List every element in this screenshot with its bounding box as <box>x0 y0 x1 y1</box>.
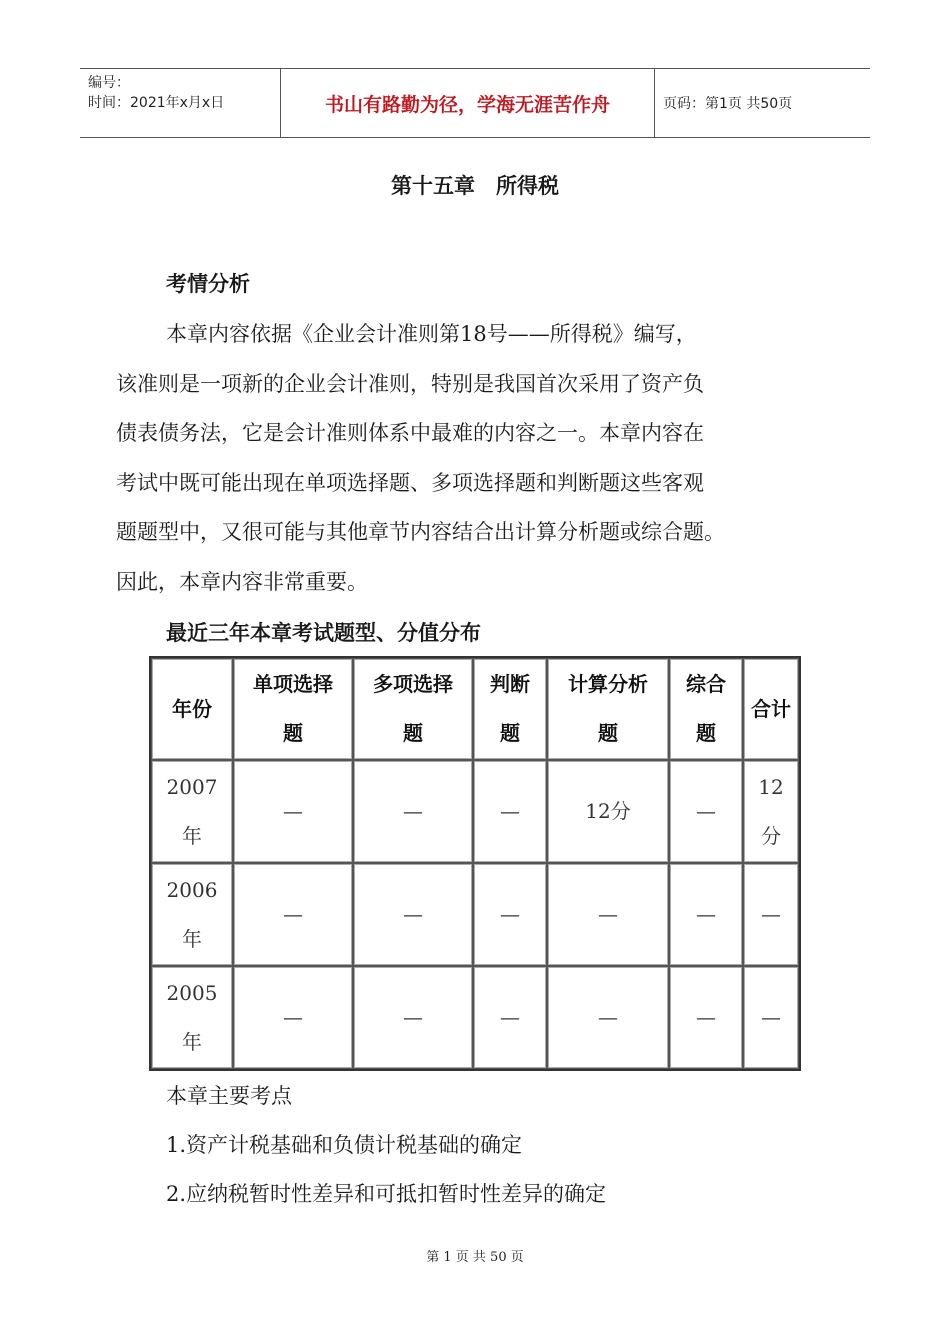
key-points-title: 本章主要考点 <box>166 1084 292 1108</box>
cell-value: — <box>669 863 743 966</box>
cell-value: — <box>669 966 743 1069</box>
cell-value: — <box>547 966 669 1069</box>
intro-paragraph <box>116 310 856 607</box>
cell-total: 12 分 <box>743 760 799 863</box>
table-row <box>151 863 799 966</box>
document-header <box>80 68 870 138</box>
cell-year: 2007 年 <box>151 760 233 863</box>
header-cell-comprehensive: 综合 题 <box>669 658 743 760</box>
header-cell-calculation: 计算分析 题 <box>547 658 669 760</box>
table-row <box>151 760 799 863</box>
cell-value: — <box>353 863 473 966</box>
header-cell-true-false: 判断 题 <box>473 658 547 760</box>
header-divider <box>654 69 655 137</box>
cell-value: — <box>233 863 353 966</box>
paragraph-line: 考试中既可能出现在单项选择题、多项选择题和判断题这些客观 <box>116 470 704 495</box>
header-cell-total: 合计 <box>743 658 799 760</box>
cell-year: 2005 年 <box>151 966 233 1069</box>
chapter-title: 第十五章 所得税 <box>391 174 559 198</box>
paragraph-line: 题题型中，又很可能与其他章节内容结合出计算分析题或综合题。 <box>116 520 725 544</box>
cell-value: — <box>473 966 547 1069</box>
cell-value: — <box>233 760 353 863</box>
cell-total: — <box>743 863 799 966</box>
cell-value: 12分 <box>547 760 669 863</box>
key-point-item: 1.资产计税基础和负债计税基础的确定 <box>166 1133 523 1157</box>
cell-value: — <box>353 760 473 863</box>
paragraph-line: 因此，本章内容非常重要。 <box>116 569 368 594</box>
header-page-info: 页码：第1页 共50页 <box>663 96 793 112</box>
section-heading-analysis: 考情分析 <box>166 272 250 296</box>
table-header-row <box>151 658 799 760</box>
table-row <box>151 966 799 1069</box>
header-cell-single-choice: 单项选择 题 <box>233 658 353 760</box>
table-caption: 最近三年本章考试题型、分值分布 <box>166 621 481 645</box>
number-label: 编号： <box>88 75 130 91</box>
time-label: 时间：2021年x月x日 <box>88 95 225 111</box>
cell-year: 2006 年 <box>151 863 233 966</box>
cell-total: — <box>743 966 799 1069</box>
header-cell-multiple-choice: 多项选择 题 <box>353 658 473 760</box>
cell-value: — <box>669 760 743 863</box>
header-motto: 书山有路勤为径，学海无涯苦作舟 <box>324 93 610 116</box>
paragraph-line: 债表债务法，它是会计准则体系中最难的内容之一。本章内容在 <box>116 421 704 445</box>
key-point-item: 2.应纳税暂时性差异和可抵扣暂时性差异的确定 <box>166 1182 607 1206</box>
cell-value: — <box>353 966 473 1069</box>
cell-value: — <box>473 760 547 863</box>
header-meta <box>88 73 283 113</box>
cell-value: — <box>233 966 353 1069</box>
page-footer: 第 1 页 共 50 页 <box>426 1250 524 1265</box>
cell-value: — <box>473 863 547 966</box>
header-cell-year: 年份 <box>151 658 233 760</box>
paragraph-line: 本章内容依据《企业会计准则第18号——所得税》编写， <box>166 322 697 346</box>
paragraph-line: 该准则是一项新的企业会计准则，特别是我国首次采用了资产负 <box>116 371 704 396</box>
cell-value: — <box>547 863 669 966</box>
score-distribution-table <box>149 656 801 1071</box>
